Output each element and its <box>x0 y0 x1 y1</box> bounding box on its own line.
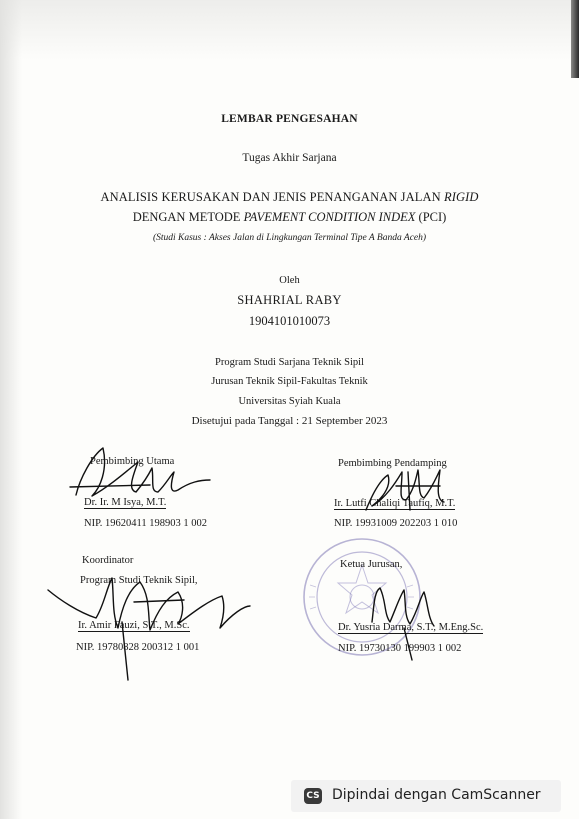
scan-edge-right <box>571 0 579 78</box>
thesis-title-text: DENGAN METODE <box>132 210 244 224</box>
department: Jurusan Teknik Sipil-Fakultas Teknik <box>211 376 368 387</box>
case-study: (Studi Kasus : Akses Jalan di Lingkungan Terminal Tipe A Banda Aceh) <box>152 233 427 243</box>
document-type: Tugas Akhir Sarjana <box>242 152 337 164</box>
study-program: Program Studi Sarjana Teknik Sipil <box>215 357 364 368</box>
pembimbing-pendamping-name: Ir. Lutfi Chaliqi Taufiq, M.T. <box>334 498 456 509</box>
university: Universitas Syiah Kuala <box>238 396 341 407</box>
by-label: Oleh <box>279 275 300 286</box>
author-name: SHAHRIAL RABY <box>237 293 342 307</box>
pembimbing-utama-role: Pembimbing Utama <box>90 456 175 467</box>
thesis-title-text: (PCI) <box>415 210 447 224</box>
approval-date: Disetujui pada Tanggal : 21 September 2023 <box>191 415 388 427</box>
thesis-title-line-1 <box>0 190 579 205</box>
pembimbing-utama-name: Dr. Ir. M Isya, M.T. <box>84 497 167 508</box>
university-stamp <box>300 535 424 659</box>
ketua-jurusan-role: Ketua Jurusan, <box>340 559 403 570</box>
koordinator-role: Koordinator <box>82 555 134 566</box>
pembimbing-pendamping-nip: NIP. 19931009 202203 1 010 <box>334 518 458 529</box>
thesis-title-text: ANALISIS KERUSAKAN DAN JENIS PENANGANAN JALAN <box>100 190 444 204</box>
thesis-title-italic: PAVEMENT CONDITION INDEX <box>243 210 416 224</box>
thesis-title-italic: RIGID <box>443 190 479 204</box>
koordinator-program: Program Studi Teknik Sipil, <box>80 575 198 586</box>
thesis-title-line-2 <box>0 210 579 225</box>
camscanner-logo-icon: CS <box>304 788 322 804</box>
scan-shadow-top <box>0 0 579 60</box>
camscanner-watermark <box>291 780 561 812</box>
camscanner-text: Dipindai dengan CamScanner <box>332 787 541 803</box>
ketua-jurusan-nip: NIP. 19730130 199903 1 002 <box>338 643 462 654</box>
koordinator-nip: NIP. 19780828 200312 1 001 <box>76 642 200 653</box>
koordinator-name: Ir. Amir Fauzi, S.T., M.Sc. <box>78 620 190 631</box>
pembimbing-utama-nip: NIP. 19620411 198903 1 002 <box>84 518 207 529</box>
page-title: LEMBAR PENGESAHAN <box>221 113 358 125</box>
author-npm: 1904101010073 <box>248 314 331 328</box>
ketua-jurusan-name: Dr. Yusria Darma, S.T., M.Eng.Sc. <box>338 622 484 633</box>
pembimbing-pendamping-role: Pembimbing Pendamping <box>338 458 447 469</box>
